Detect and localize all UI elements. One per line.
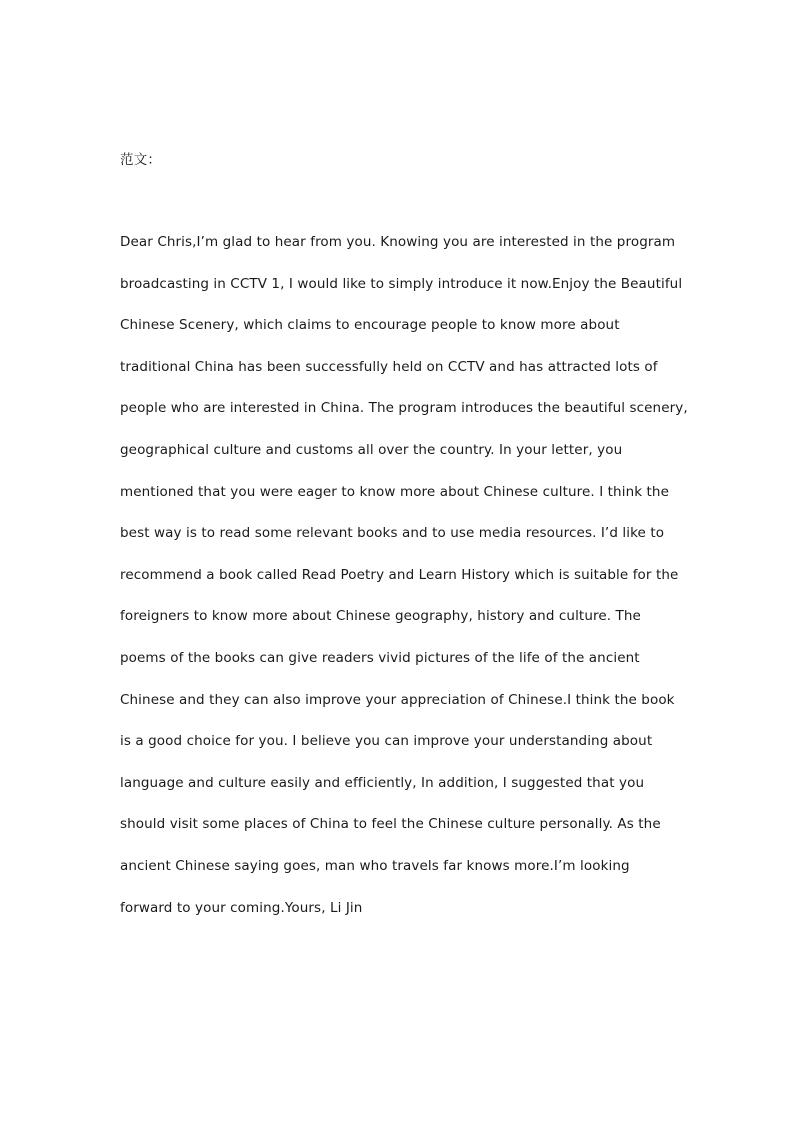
- text-line: geographical culture and customs all over the country. In your letter, you: [120, 441, 623, 458]
- text-line: should visit some places of China to feel the Chinese culture personally. As the: [120, 816, 661, 833]
- text-line: traditional China has been successfully held on CCTV and has attracted lots of: [120, 358, 658, 375]
- text-line: Dear Chris,I’m glad to hear from you. Knowing you are interested in the program: [120, 234, 676, 250]
- text-line: ancient Chinese saying goes, man who travels far knows more.I’m looking: [120, 857, 630, 874]
- text-line: poems of the books can give readers vivid pictures of the life of the ancient: [120, 649, 640, 666]
- text-line: mentioned that you were eager to know more about Chinese culture. I think the: [120, 483, 669, 500]
- text-line: forward to your coming.Yours, Li Jin: [120, 899, 363, 916]
- text-line: recommend a book called Read Poetry and Learn History which is suitable for the: [120, 566, 679, 583]
- text-line: Chinese and they can also improve your appreciation of Chinese.I think the book: [120, 691, 675, 708]
- text-line: is a good choice for you. I believe you can improve your understanding about: [120, 733, 653, 750]
- text-line: language and culture easily and efficiently, In addition, I suggested that you: [120, 774, 645, 791]
- text-line: Chinese Scenery, which claims to encourage people to know more about: [120, 317, 620, 334]
- text-line: foreigners to know more about Chinese geography, history and culture. The: [120, 608, 641, 625]
- text-line: best way is to read some relevant books and to use media resources. I’d like to: [120, 525, 665, 542]
- text-line: broadcasting in CCTV 1, I would like to simply introduce it now.Enjoy the Beautiful: [120, 275, 683, 292]
- letter-body: [120, 232, 690, 939]
- section-heading: 范文：: [120, 152, 162, 168]
- text-line: people who are interested in China. The program introduces the beautiful scenery,: [120, 400, 688, 417]
